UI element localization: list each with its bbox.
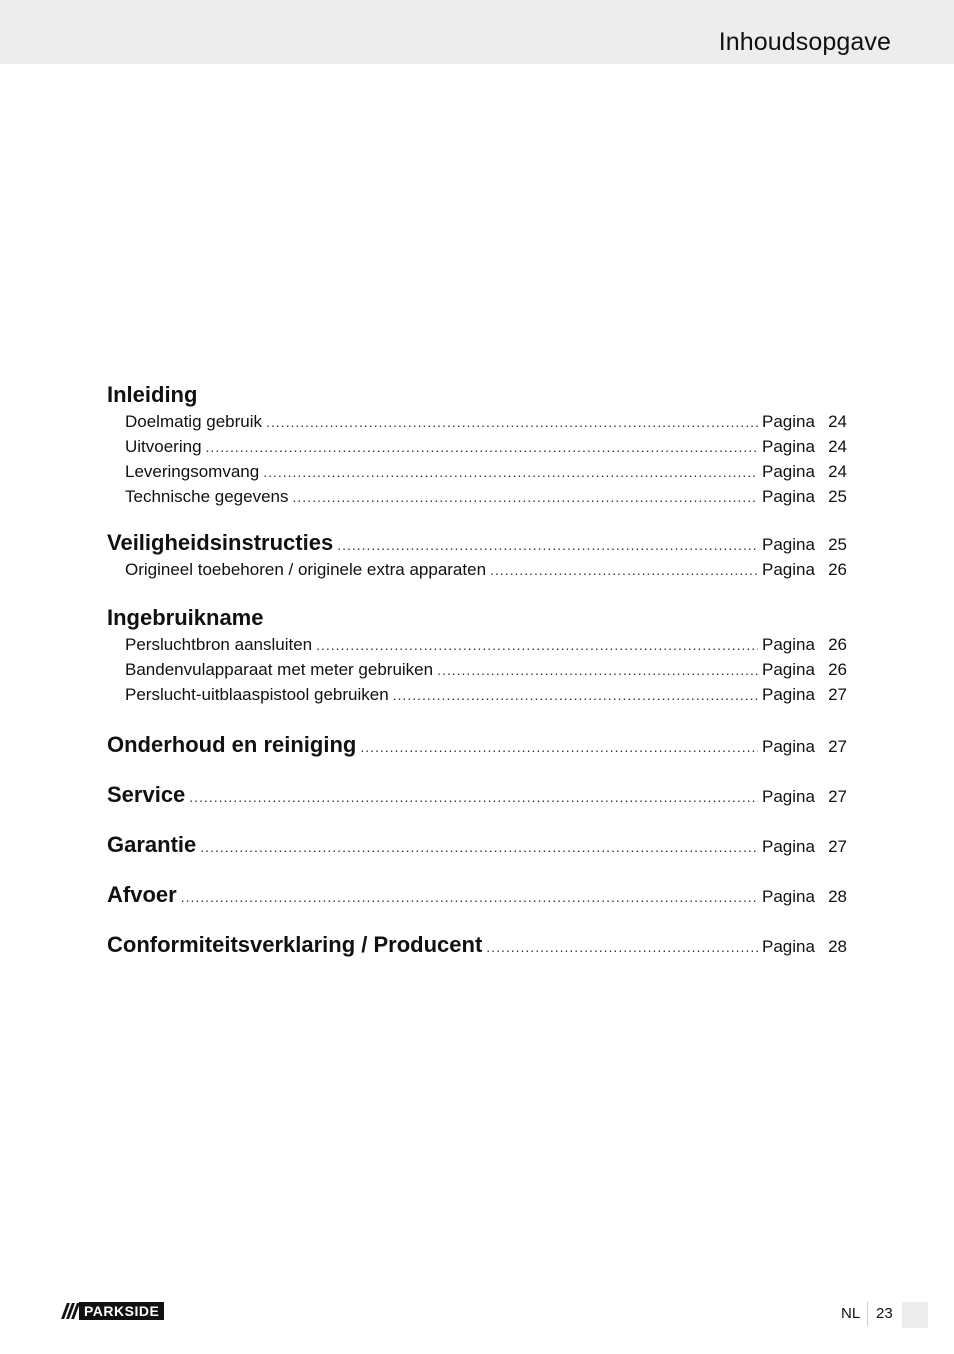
page-word: Pagina [762, 787, 815, 806]
toc-section-title: Veiligheidsinstructies [107, 530, 334, 555]
page-number: 28 [828, 887, 847, 906]
leader-dots [393, 687, 758, 703]
toc-item-label: Leveringsomvang [125, 462, 260, 481]
page-word: Pagina [762, 887, 815, 906]
toc-main-entry[interactable] [107, 782, 847, 832]
page-number: 24 [828, 462, 847, 481]
parkside-logo [64, 1302, 176, 1320]
toc-item[interactable] [107, 685, 847, 710]
leader-dots [266, 414, 758, 430]
leader-dots [206, 439, 758, 455]
page-number: 26 [828, 660, 847, 679]
toc-section-veiligheidsinstructies [107, 532, 847, 585]
table-of-contents [107, 384, 847, 982]
page-word: Pagina [762, 635, 815, 654]
toc-main-entry[interactable] [107, 882, 847, 932]
leader-dots [337, 537, 758, 553]
toc-main-entry[interactable] [107, 932, 847, 982]
toc-item-label: Uitvoering [125, 437, 202, 456]
toc-item[interactable] [107, 560, 847, 585]
page-word: Pagina [762, 487, 815, 506]
page-number: 28 [828, 937, 847, 956]
leader-dots [360, 739, 758, 755]
page-word: Pagina [762, 412, 815, 431]
page-number: 26 [828, 560, 847, 579]
page-number: 27 [828, 787, 847, 806]
page-word: Pagina [762, 737, 815, 756]
leader-dots [490, 562, 758, 578]
toc-item-label: Perslucht-uitblaaspistool gebruiken [125, 685, 389, 704]
toc-section-title: Ingebruikname [107, 605, 264, 630]
toc-item-label: Origineel toebehoren / originele extra apparaten [125, 560, 487, 579]
toc-item-label: Bandenvulapparaat met meter gebruiken [125, 660, 434, 679]
page-number: 25 [828, 487, 847, 506]
toc-section-title: Onderhoud en reiniging [107, 732, 357, 757]
footer-tab-marker [902, 1302, 928, 1328]
toc-section-title: Service [107, 782, 186, 807]
page-number: 24 [828, 437, 847, 456]
page-number-footer: 23 [876, 1305, 893, 1322]
page-number: 26 [828, 635, 847, 654]
page-word: Pagina [762, 660, 815, 679]
toc-item-label: Doelmatig gebruik [125, 412, 263, 431]
page-word: Pagina [762, 685, 815, 704]
page-word: Pagina [762, 462, 815, 481]
toc-item-label: Technische gegevens [125, 487, 289, 506]
toc-section-title: Conformiteitsverklaring / Producent [107, 932, 483, 957]
leader-dots [293, 489, 758, 505]
page-word: Pagina [762, 437, 815, 456]
page-number: 27 [828, 837, 847, 856]
logo-slashes-icon [64, 1303, 77, 1319]
leader-dots [263, 464, 758, 480]
toc-section-title: Inleiding [107, 382, 198, 407]
language-code: NL [841, 1305, 861, 1322]
page-number: 27 [828, 685, 847, 704]
page-word: Pagina [762, 535, 815, 554]
toc-section-inleiding [107, 384, 847, 512]
toc-main-entry[interactable] [107, 732, 847, 782]
page-word: Pagina [762, 937, 815, 956]
leader-dots [181, 889, 758, 905]
toc-item[interactable] [107, 660, 847, 685]
leader-dots [316, 637, 758, 653]
toc-section-title: Garantie [107, 832, 197, 857]
leader-dots [189, 789, 758, 805]
toc-item[interactable] [107, 487, 847, 512]
page-title: Inhoudsopgave [718, 28, 891, 56]
toc-item-label: Persluchtbron aansluiten [125, 635, 313, 654]
toc-main-entry[interactable] [107, 832, 847, 882]
page-number: 27 [828, 737, 847, 756]
leader-dots [486, 939, 758, 955]
logo-wordmark: PARKSIDE [79, 1302, 164, 1320]
toc-section-ingebruikname [107, 607, 847, 710]
toc-item[interactable] [107, 437, 847, 462]
page-number: 25 [828, 535, 847, 554]
toc-item[interactable] [107, 635, 847, 660]
toc-section-title: Afvoer [107, 882, 177, 907]
page-word: Pagina [762, 837, 815, 856]
toc-item[interactable] [107, 462, 847, 487]
toc-item[interactable] [107, 412, 847, 437]
leader-dots [437, 662, 758, 678]
page-word: Pagina [762, 560, 815, 579]
page-number: 24 [828, 412, 847, 431]
leader-dots [200, 839, 758, 855]
footer-divider [867, 1302, 868, 1326]
toc-main-entry[interactable] [107, 532, 847, 560]
